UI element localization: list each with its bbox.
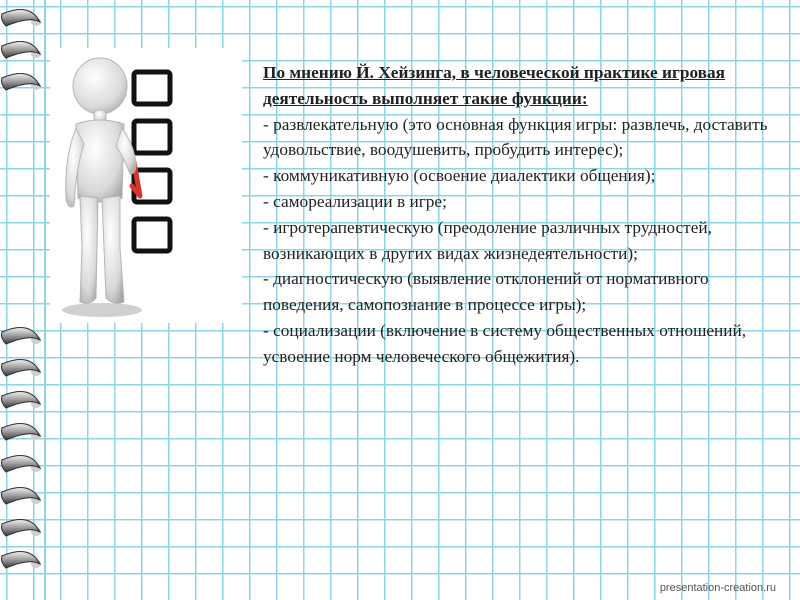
functions-text	[263, 60, 778, 370]
list-item: - игротерапевтическую (преодоление различных трудностей, возникающих в других видах жизнедеятельности);	[263, 217, 712, 263]
checkbox-icons	[134, 72, 170, 251]
watermark: presentation-creation.ru	[659, 582, 776, 594]
list-item: - диагностическую (выявление отклонений от нормативного поведения, самопознание в процессе игры);	[263, 269, 709, 315]
list-item: - развлекательную (это основная функция игры: развлечь, доставить удовольствие, воодушевить, пробудить интерес);	[263, 114, 768, 160]
heading: По мнению Й. Хейзинга, в человеческой практике игровая деятельность выполняет такие функции:	[263, 63, 725, 108]
list-item: - коммуникативную (освоение диалектики общения);	[263, 166, 656, 186]
illustration-panel	[50, 48, 242, 323]
list-item: - самореализации в игре;	[263, 191, 447, 211]
figure-with-checklist-icon	[50, 48, 242, 323]
list-item: - социализации (включение в систему общественных отношений, усвоение норм человеческого общежития).	[263, 320, 747, 366]
